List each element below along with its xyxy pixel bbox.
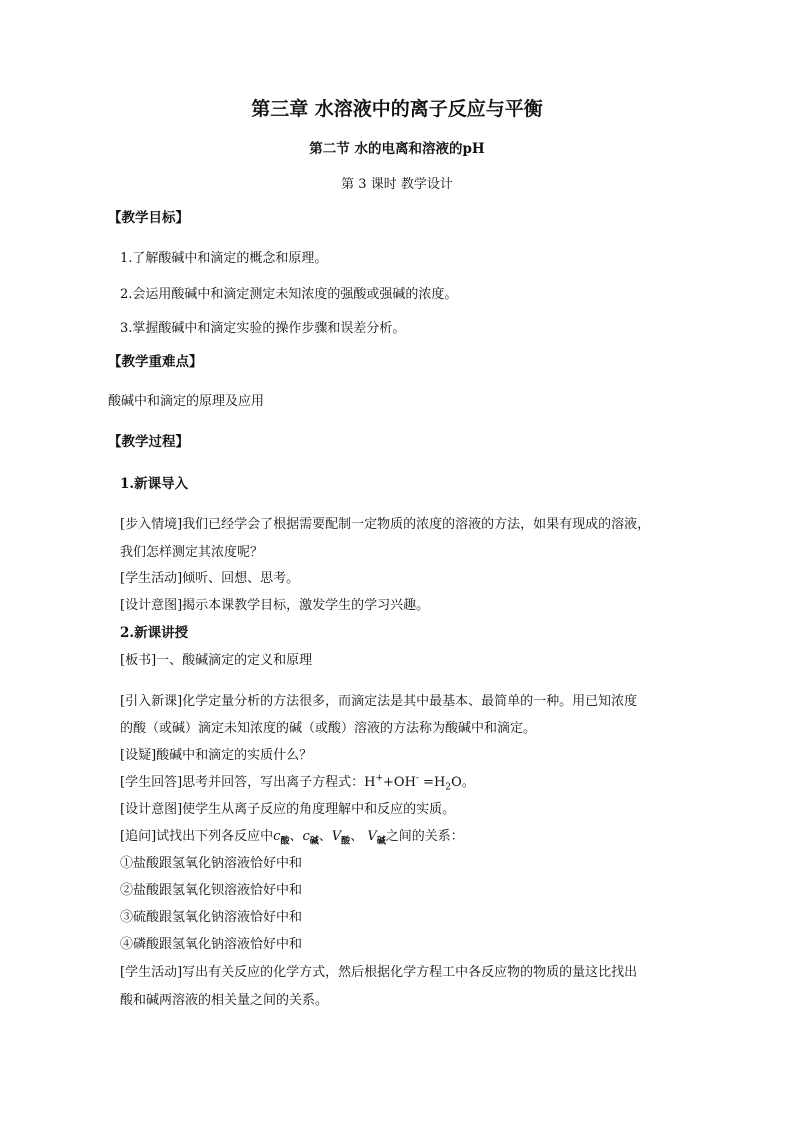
- design-intent-1: [设计意图]揭示本课教学目标，激发学生的学习兴趣。: [120, 598, 430, 613]
- h2-subscript: 2: [445, 782, 452, 793]
- lesson-title: 第 3 课时 教学设计: [341, 177, 453, 192]
- sub-acid-2: 酸: [341, 836, 351, 847]
- section-title: 第二节 水的电离和溶液的pH: [309, 141, 485, 157]
- answer-eq: =H: [418, 775, 446, 790]
- oh-minus-charge: -: [415, 773, 419, 784]
- sub-acid-1: 酸: [280, 836, 290, 847]
- answer-mid: +OH: [383, 775, 416, 790]
- reaction-item-3: ③硫酸跟氢氧化钠溶液恰好中和: [120, 910, 303, 925]
- objective-item-3: 3.掌握酸碱中和滴定实验的操作步骤和误差分析。: [120, 321, 406, 336]
- newlesson-line-1: [引入新课]化学定量分析的方法很多，而滴定法是其中最基本、最简单的一种。用已知浓度: [120, 694, 638, 709]
- objectives-heading: 【教学目标】: [108, 210, 189, 226]
- followup-line: [120, 825, 464, 847]
- objective-item-1: 1.了解酸碱中和滴定的概念和原理。: [120, 251, 328, 266]
- reaction-item-1: ①盐酸跟氢氧化钠溶液恰好中和: [120, 856, 303, 871]
- chapter-title: 第三章 水溶液中的离子反应与平衡: [251, 98, 543, 120]
- followup-suffix: 之间的关系：: [385, 829, 464, 844]
- objective-item-2: 2.会运用酸碱中和滴定测定未知浓度的强酸或强碱的浓度。: [120, 287, 458, 302]
- newlesson-line-2: 的酸（或碱）滴定未知浓度的碱（或酸）溶液的方法称为酸碱中和滴定。: [120, 721, 537, 736]
- intro-line-2: 我们怎样测定其浓度呢？: [120, 545, 264, 560]
- sub-base-1: 碱: [309, 836, 319, 847]
- var-c-acid: c: [273, 829, 281, 844]
- h-plus-charge: +: [375, 773, 384, 784]
- var-v-acid: V: [331, 829, 342, 844]
- process-heading: 【教学过程】: [108, 434, 189, 450]
- reaction-item-4: ④磷酸跟氢氧化钠溶液恰好中和: [120, 937, 303, 952]
- reaction-item-2: ②盐酸跟氢氧化钡溶液恰好中和: [120, 883, 303, 898]
- board-note: [板书]一、酸碱滴定的定义和原理: [120, 653, 313, 668]
- answer-end: O。: [451, 775, 475, 790]
- sep-1: 、: [289, 829, 303, 844]
- student-activity-1: [学生活动]倾听、回想、思考。: [120, 571, 300, 586]
- keypoints-heading: 【教学重难点】: [108, 354, 203, 370]
- part1-heading: 1.新课导入: [120, 476, 189, 492]
- var-v-base: V: [367, 829, 377, 844]
- followup-prefix: [追问]试找出下列各反应中: [120, 829, 274, 844]
- intro-line-1: [步入情境]我们已经学会了根据需要配制一定物质的浓度的溶液的方法，如果有现成的溶液，: [120, 517, 651, 532]
- sep-3: 、: [350, 829, 364, 844]
- question-line: [设疑]酸碱中和滴定的实质什么？: [120, 748, 313, 763]
- sub-base-2: 碱: [376, 836, 386, 847]
- answer-prefix: [学生回答]思考并回答，写出离子方程式：H: [120, 775, 376, 790]
- var-c-base: c: [302, 829, 310, 844]
- keypoints-text: 酸碱中和滴定的原理及应用: [108, 394, 265, 409]
- answer-line: [120, 771, 475, 793]
- student-activity-2-line-2: 酸和碱两溶液的相关量之间的关系。: [120, 993, 329, 1008]
- sep-2: 、: [318, 829, 332, 844]
- design-intent-2: [设计意图]使学生从离子反应的角度理解中和反应的实质。: [120, 802, 456, 817]
- student-activity-2-line-1: [学生活动]写出有关反应的化学方式，然后根据化学方程工中各反应物的物质的量这比找出: [120, 965, 638, 980]
- part2-heading: 2.新课讲授: [120, 625, 189, 641]
